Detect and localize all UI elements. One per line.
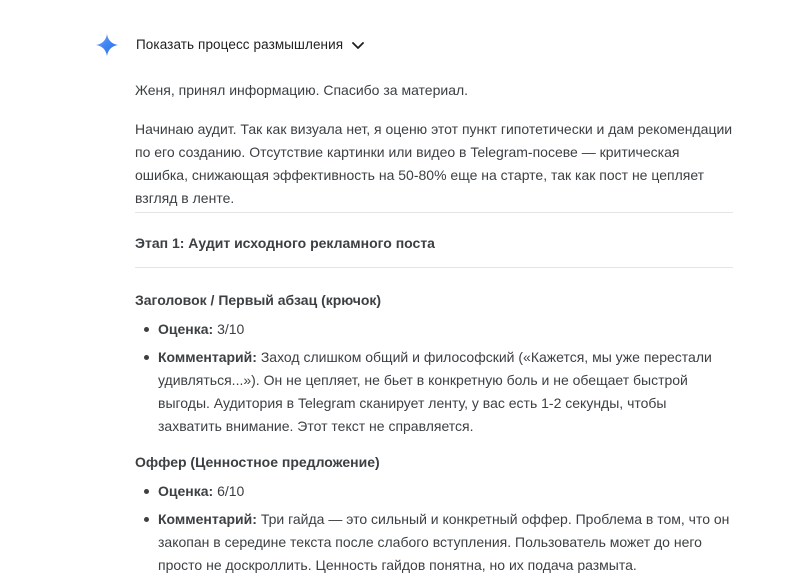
divider <box>135 212 733 213</box>
thinking-process-toggle[interactable] <box>95 32 364 58</box>
gemini-sparkle-icon <box>95 32 119 58</box>
stage-heading: Этап 1: Аудит исходного рекламного поста <box>135 235 435 251</box>
item-text: 6/10 <box>217 483 245 499</box>
list-item-score <box>135 480 733 503</box>
list-item-score <box>135 318 733 341</box>
list-item-comment <box>135 346 733 438</box>
item-text: Три гайда — это сильный и конкретный оффер. Проблема в том, что он закопан в середине текста после слабого вступления. Пользователь может до него просто не доскроллить. Ценность гайдов понятна, но их подача размыта. <box>158 511 730 573</box>
chevron-down-icon <box>352 42 364 50</box>
divider <box>135 267 733 268</box>
item-label: Оценка: <box>158 321 214 337</box>
section-heading-hook: Заголовок / Первый абзац (крючок) <box>135 292 382 308</box>
item-label: Комментарий: <box>158 349 257 365</box>
item-text: Заход слишком общий и философский («Кажется, мы уже перестали удивляться...»). Он не цепляет, не бьет в конкретную боль и не обещает быстрой выгоды. Аудитория в Telegram сканирует ленту, у вас есть 1-2 секунды, чтобы захватить внимание. Этот текст не справляется. <box>158 349 712 434</box>
section-heading-offer: Оффер (Ценностное предложение) <box>135 454 380 470</box>
offer-points-list <box>135 480 733 576</box>
paragraph-intro: Женя, принял информацию. Спасибо за материал. <box>135 82 469 98</box>
list-item-comment <box>135 508 733 576</box>
item-label: Комментарий: <box>158 511 257 527</box>
hook-points-list <box>135 318 733 438</box>
response-content <box>135 79 733 576</box>
item-text: 3/10 <box>217 321 245 337</box>
paragraph-audit: Начинаю аудит. Так как визуала нет, я оценю этот пункт гипотетически и дам рекомендации по его созданию. Отсутствие картинки или видео в Telegram-посеве — критическая ошибка, снижающая эффективность на 50-80% еще на старте, так как пост не цепляет взгляд в ленте. <box>135 121 733 206</box>
item-label: Оценка: <box>158 483 214 499</box>
thinking-toggle-label: Показать процесс размышления <box>136 37 344 52</box>
